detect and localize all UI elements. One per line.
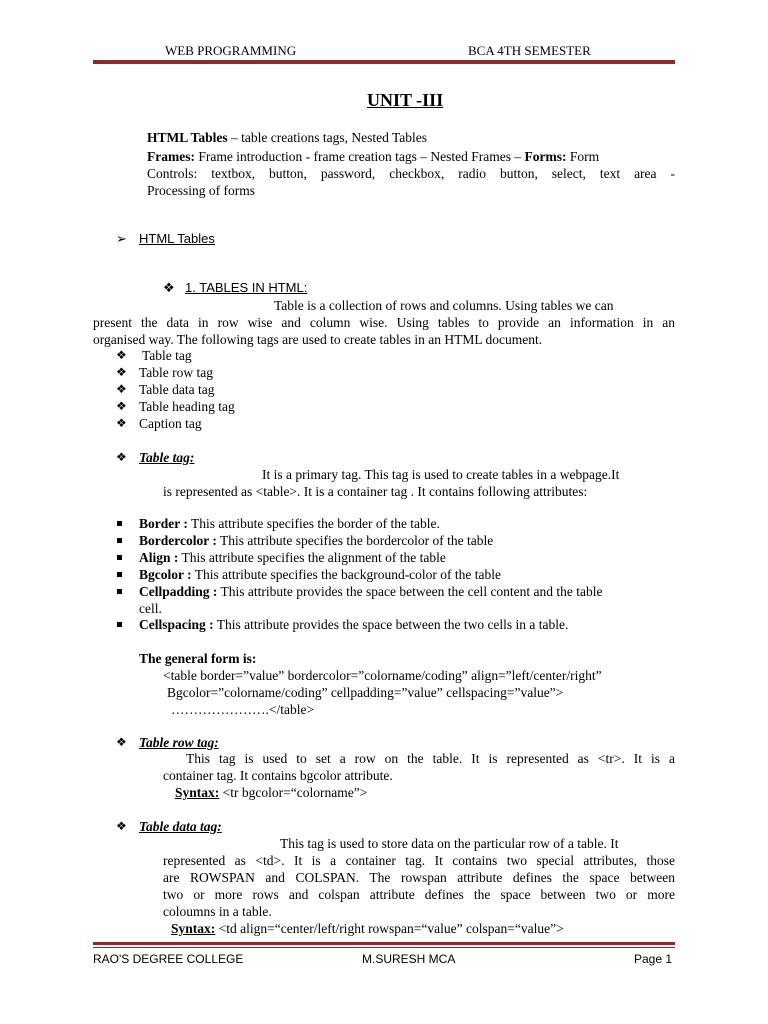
unit-title: UNIT -III [367, 90, 444, 110]
attribute-name: Border : [139, 516, 188, 531]
diamond-bullet-icon: ❖ [116, 365, 127, 379]
diamond-bullet-icon: ❖ [116, 382, 127, 396]
data-tag-line-4: two or more rows and colspan attribute defines the space between two or more [163, 887, 675, 902]
diamond-bullet-icon: ❖ [163, 280, 175, 295]
syntax-label: Syntax: [175, 785, 220, 800]
table-tag-title: Table tag: [139, 450, 195, 465]
intro-line-1: Table is a collection of rows and columns. Using tables we can [274, 298, 614, 313]
syllabus-forms-label: Forms: [524, 149, 567, 164]
diamond-bullet-icon: ❖ [116, 348, 127, 362]
syllabus-line-4: Processing of forms [147, 183, 255, 198]
attribute-item [139, 583, 603, 600]
arrow-bullet-icon: ➢ [116, 231, 127, 246]
syllabus-line-3: Controls: textbox, button, password, checkbox, radio button, select, text area - [147, 166, 675, 181]
syntax-text: <tr bgcolor=“colorname”> [219, 785, 368, 800]
footer-center: M.SURESH MCA [362, 952, 456, 966]
header-rule [93, 60, 675, 64]
intro-line-3: organised way. The following tags are used to create tables in an HTML document. [93, 332, 543, 347]
general-form-line-2: Bgcolor=”colorname/coding” cellpadding=”value” cellspacing=”value”> [167, 685, 564, 700]
tag-list-item: Table heading tag [139, 399, 235, 414]
attribute-item [139, 616, 568, 633]
attribute-name: Cellspacing : [139, 617, 214, 632]
header-left: WEB PROGRAMMING [165, 43, 297, 58]
section-heading: HTML Tables [139, 231, 215, 246]
tag-list-item: Table row tag [139, 365, 214, 380]
square-bullet-icon [117, 538, 122, 543]
square-bullet-icon [117, 555, 122, 560]
attribute-name: Bordercolor : [139, 533, 217, 548]
table-tag-line-1: It is a primary tag. This tag is used to create tables in a webpage.It [262, 467, 620, 482]
syllabus-line-1 [147, 129, 427, 146]
data-tag-line-1: This tag is used to store data on the particular row of a table. It [280, 836, 619, 851]
square-bullet-icon [117, 622, 122, 627]
attribute-desc: This attribute provides the space between the cell content and the table [217, 584, 603, 599]
data-tag-line-3: are ROWSPAN and COLSPAN. The rowspan attribute defines the space between [163, 870, 675, 885]
syntax-label: Syntax: [171, 921, 216, 936]
tag-list-item: Table data tag [139, 382, 215, 397]
footer-page-number: Page 1 [634, 952, 673, 966]
attribute-item [139, 532, 493, 549]
attribute-item [139, 549, 446, 566]
row-tag-syntax [175, 784, 367, 801]
tag-list-item: Caption tag [139, 416, 202, 431]
syllabus-tables-label: HTML Tables [147, 130, 228, 145]
syllabus-forms-rest: Form [566, 149, 600, 164]
square-bullet-icon [117, 572, 122, 577]
attribute-item [139, 515, 440, 532]
footer-left: RAO'S DEGREE COLLEGE [93, 952, 244, 966]
subheading: 1. TABLES IN HTML: [185, 280, 308, 295]
diamond-bullet-icon: ❖ [116, 416, 127, 430]
data-tag-line-2: represented as <td>. It is a container tag. It contains two special attributes, those [163, 853, 675, 868]
syntax-text: <td align=“center/left/right rowspan=“value” colspan=“value”> [215, 921, 564, 936]
diamond-bullet-icon: ❖ [116, 819, 127, 833]
attribute-desc: This attribute specifies the border of the table. [187, 516, 440, 531]
footer-rule-bottom [93, 947, 675, 948]
attribute-name: Align : [139, 550, 179, 565]
data-tag-title: Table data tag: [139, 819, 222, 834]
row-tag-line-1: This tag is used to set a row on the table. It is represented as <tr>. It is a [186, 751, 675, 766]
footer-rule-top [93, 942, 675, 945]
attribute-desc: This attribute specifies the background-color of the table [191, 567, 502, 582]
syllabus-tables-rest: – table creations tags, Nested Tables [227, 130, 428, 145]
intro-line-2: present the data in row wise and column wise. Using tables to provide an information in an [93, 315, 675, 330]
row-tag-line-2: container tag. It contains bgcolor attribute. [163, 768, 393, 783]
diamond-bullet-icon: ❖ [116, 399, 127, 413]
syllabus-frames-rest: Frame introduction - frame creation tags – Nested Frames – [194, 149, 525, 164]
data-tag-syntax [171, 920, 564, 937]
attribute-name: Cellpadding : [139, 584, 218, 599]
syllabus-line-2 [147, 148, 599, 165]
table-tag-line-2: is represented as <table>. It is a container tag . It contains following attributes: [163, 484, 588, 499]
attribute-desc: This attribute specifies the alignment of the table [178, 550, 446, 565]
header-right: BCA 4TH SEMESTER [468, 43, 591, 58]
diamond-bullet-icon: ❖ [116, 735, 127, 749]
row-tag-title: Table row tag: [139, 735, 219, 750]
attribute-desc: This attribute specifies the bordercolor of the table [216, 533, 494, 548]
square-bullet-icon [117, 521, 122, 526]
general-form-title: The general form is: [139, 651, 257, 666]
syllabus-frames-label: Frames: [147, 149, 195, 164]
attribute-item-continuation: cell. [139, 601, 162, 616]
data-tag-line-5: coloumns in a table. [163, 904, 272, 919]
attribute-name: Bgcolor : [139, 567, 192, 582]
square-bullet-icon [117, 589, 122, 594]
general-form-line-1: <table border=”value” bordercolor=”colorname/coding” align=”left/center/right” [163, 668, 602, 683]
tag-list-item: Table tag [142, 348, 192, 363]
diamond-bullet-icon: ❖ [116, 450, 127, 464]
attribute-desc: This attribute provides the space between the two cells in a table. [213, 617, 569, 632]
attribute-item [139, 566, 501, 583]
general-form-line-3: ………………….</table> [171, 702, 315, 717]
